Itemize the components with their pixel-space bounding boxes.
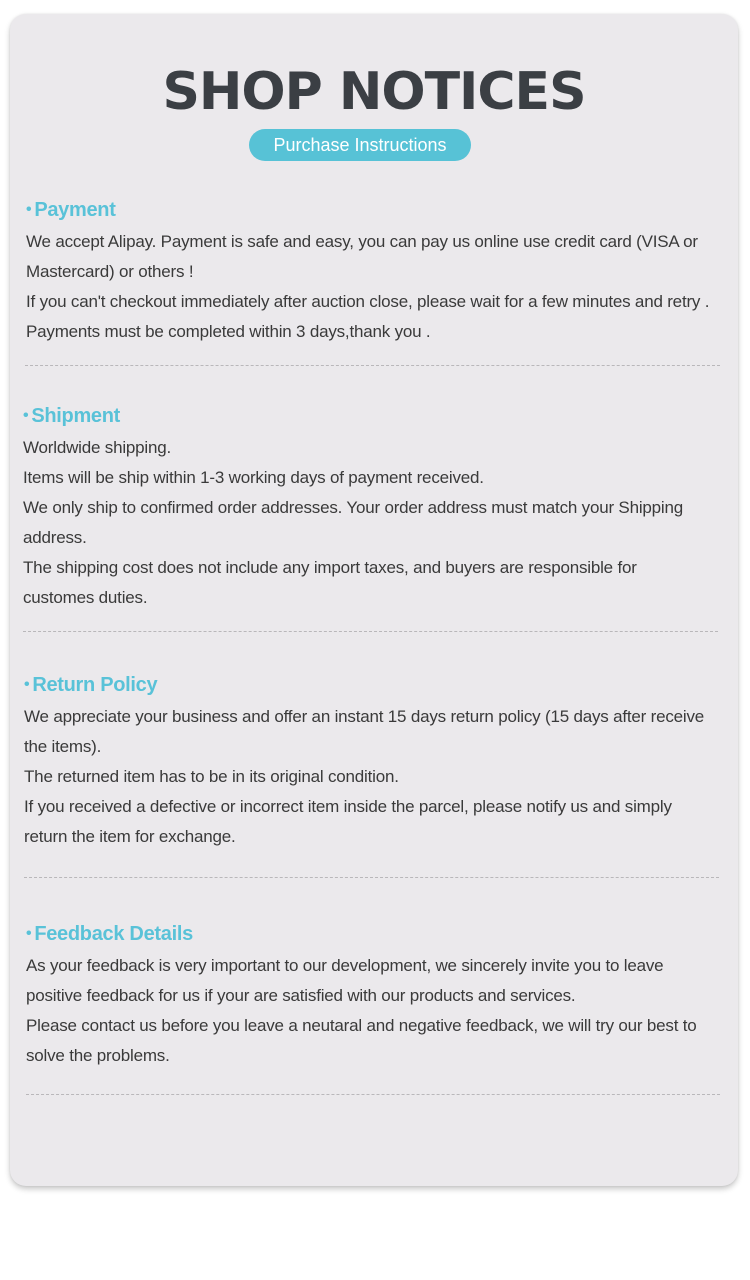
section-heading-label: Return Policy — [32, 674, 158, 696]
paragraph: Worldwide shipping. — [23, 438, 172, 457]
section-heading — [24, 668, 724, 702]
paragraph: We accept Alipay. Payment is safe and easy, you can pay us online use credit card (VISA or Mastercard) or others ! — [26, 232, 698, 281]
shop-notices-card — [10, 14, 738, 1186]
section-feedback-details — [26, 917, 726, 1071]
section-divider — [24, 877, 719, 878]
paragraph: If you received a defective or incorrect item inside the parcel, please notify us and simply return the item for exchange. — [24, 797, 672, 846]
section-heading — [26, 917, 726, 951]
paragraph: As your feedback is very important to our development, we sincerely invite you to leave positive feedback for us if your are satisfied with our products and services. — [26, 956, 664, 1005]
bullet-icon: • — [24, 676, 30, 693]
bullet-icon: • — [23, 407, 29, 424]
section-divider — [23, 631, 718, 632]
section-return-policy — [24, 668, 724, 852]
purchase-instructions-badge: Purchase Instructions — [249, 129, 471, 161]
section-divider — [25, 365, 720, 366]
section-shipment — [23, 399, 723, 613]
bullet-icon: • — [26, 201, 32, 218]
section-heading-label: Payment — [34, 199, 116, 221]
paragraph: The returned item has to be in its original condition. — [24, 767, 399, 786]
bullet-icon: • — [26, 925, 32, 942]
section-heading — [23, 399, 723, 433]
section-payment — [26, 193, 726, 347]
section-heading-label: Feedback Details — [34, 923, 193, 945]
paragraph: The shipping cost does not include any import taxes, and buyers are responsible for customes duties. — [23, 558, 637, 607]
section-heading-label: Shipment — [31, 405, 121, 427]
paragraph: If you can't checkout immediately after auction close, please wait for a few minutes and retry . — [26, 292, 710, 311]
section-divider — [26, 1094, 720, 1095]
page-title: SHOP NOTICES — [162, 62, 586, 122]
paragraph: We appreciate your business and offer an instant 15 days return policy (15 days after receive the items). — [24, 707, 705, 756]
paragraph: Payments must be completed within 3 days,thank you . — [26, 322, 431, 341]
paragraph: Items will be ship within 1-3 working days of payment received. — [23, 468, 484, 487]
paragraph: We only ship to confirmed order addresses. Your order address must match your Shipping address. — [23, 498, 684, 547]
paragraph: Please contact us before you leave a neutaral and negative feedback, we will try our best to solve the problems. — [26, 1016, 697, 1065]
section-heading — [26, 193, 726, 227]
